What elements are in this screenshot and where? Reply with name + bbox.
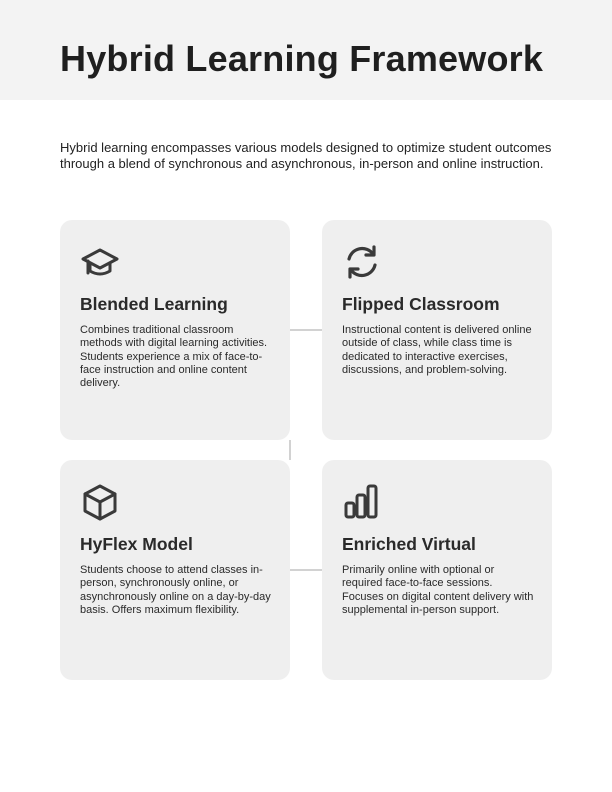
card-title: Blended Learning [80,294,228,314]
card-description: Primarily online with optional or required face-to-face sessions. Focuses on digital content delivery with supplemental in-person support. [342,564,534,616]
connector-line [289,440,291,460]
card-flipped-classroom [322,220,552,440]
card-blended-learning [60,220,290,440]
connector-line [290,569,322,571]
intro-paragraph: Hybrid learning encompasses various models designed to optimize student outcomes through a blend of synchronous and asynchronous, in-person and online instruction. [60,140,552,171]
card-description: Instructional content is delivered online outside of class, while class time is dedicated to interactive exercises, discussions, and problem-solving. [342,324,532,376]
connector-line [290,329,322,331]
card-description: Students choose to attend classes in-person, synchronously online, or asynchronously online on a day-by-day basis. Offers maximum flexibility. [80,564,271,616]
graduation-cap-icon [80,242,120,282]
card-hyflex-model [60,460,290,680]
card-description: Combines traditional classroom methods with digital learning activities. Students experience a mix of face-to-face instruction and online content delivery. [80,324,268,390]
page-title: Hybrid Learning Framework [60,38,544,79]
card-enriched-virtual [322,460,552,680]
bar-chart-icon [342,482,382,522]
card-title: Flipped Classroom [342,294,500,314]
refresh-icon [342,242,382,282]
cube-icon [80,482,120,522]
card-title: HyFlex Model [80,534,193,554]
card-title: Enriched Virtual [342,534,476,554]
